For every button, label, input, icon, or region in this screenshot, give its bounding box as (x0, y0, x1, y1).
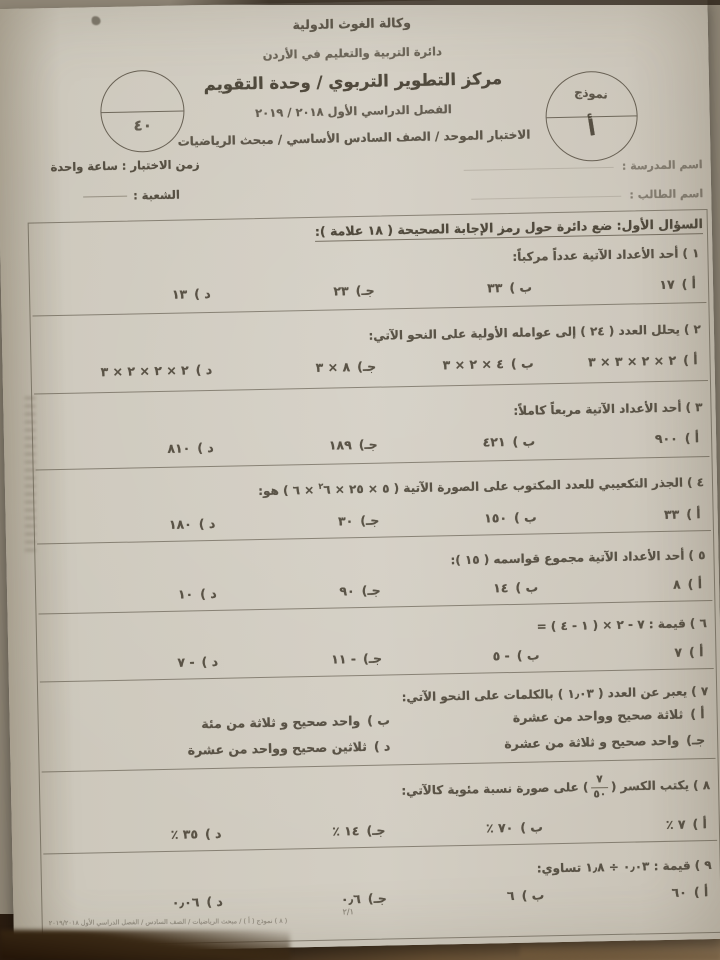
question-text: ٩ )قيمة : ٠٫٠٣ ÷ ١٫٨ تساوي: (536, 858, 712, 876)
option-value: ٧ (674, 644, 683, 660)
department-title: دائرة التربية والتعليم في الأردن (262, 44, 443, 62)
class-section-label: الشعبة : (132, 187, 180, 203)
answer-option (45, 516, 216, 534)
question-1 (37, 246, 699, 273)
score-circle-divider (101, 110, 183, 113)
agency-title: وكالة الغوث الدولية (292, 14, 412, 33)
question-9 (50, 858, 712, 885)
option-letter: جـ) (361, 582, 381, 598)
option-value: ٣٠ (337, 513, 354, 529)
question-number: ٨ ) (692, 777, 711, 792)
photo-top-edge (170, 0, 720, 5)
answer-option (535, 430, 699, 448)
question-text: ٧ )يعبر عن العدد ( ١٫٠٣ ) بالكلمات على النحو الآتي: (401, 684, 709, 705)
exponent: ٢ (318, 481, 324, 491)
questions-box (28, 209, 720, 947)
option-letter: جـ) (686, 732, 706, 748)
option-letter: ب ) (510, 355, 534, 371)
question-text: ٣ )أحد الأعداد الآتية مربعاً كاملاً: (513, 400, 703, 418)
answer-option (544, 884, 708, 902)
answer-option (374, 280, 532, 298)
option-value: ٧٠ ٪ (485, 820, 514, 836)
option-value: واحد صحيح و ثلاثة من مئة (201, 713, 361, 732)
options-row (42, 352, 698, 380)
option-letter: د ) (195, 361, 213, 378)
answer-option (379, 509, 537, 527)
answer-option (40, 286, 211, 304)
option-letter: ب ) (521, 887, 545, 903)
question-4 (42, 474, 704, 502)
student-name-blank (471, 195, 621, 199)
option-letter: جـ) (366, 822, 386, 838)
option-value: ٩٠٠ (654, 430, 678, 447)
option-value: ٨ (672, 576, 681, 592)
option-letter: ب ) (516, 647, 540, 663)
option-value: ١٣ (171, 286, 188, 302)
option-letter: جـ) (367, 890, 387, 906)
options-row (52, 884, 708, 912)
answer-option (385, 819, 543, 837)
option-letter: جـ) (362, 650, 383, 666)
question-text: ٦ )قيمة : = ٧ - ٢ × ( ١ - ٤ ) (536, 616, 707, 634)
question-number: ١ ) (682, 246, 700, 261)
answer-option (212, 359, 376, 377)
options-row (46, 576, 702, 604)
option-letter: ب ) (367, 712, 390, 728)
school-name-blank (464, 166, 614, 170)
option-value: ٢ × ٢ × ٣ × ٣ (587, 352, 677, 370)
answer-option (51, 826, 222, 844)
school-name-row (464, 158, 703, 176)
option-value: ١٥٠ (483, 510, 508, 526)
answer-option (390, 706, 705, 727)
question-3 (40, 400, 702, 427)
option-letter: جـ) (355, 282, 375, 299)
answer-option (217, 583, 381, 601)
option-letter: جـ) (360, 512, 380, 529)
option-value: ١٧ (659, 276, 675, 292)
class-section-row (83, 188, 180, 204)
question-number: ٤ ) (686, 475, 705, 490)
cube-expression: ( ٥ × ٢٥ × $^٢$٦ × ٦ ) (282, 481, 400, 498)
option-value: ٣٣ (486, 280, 503, 296)
option-value: ٩٠ (339, 583, 355, 599)
option-value: ١٤ ٪ (332, 823, 360, 839)
answer-option (49, 738, 390, 760)
arithmetic-expression: = ٧ - ٢ × ( ١ - ٤ ) (536, 617, 645, 634)
fraction-denominator: ٥٠ (593, 787, 607, 800)
option-letter: ب ) (513, 509, 537, 525)
option-letter: أ ) (687, 576, 703, 592)
answer-option (538, 576, 702, 594)
option-value: ٤٢١ (482, 434, 506, 450)
option-letter: جـ) (358, 436, 378, 453)
option-value: ١٠ (177, 586, 194, 602)
option-value: ٢٣ (333, 283, 349, 299)
option-letter: د ) (373, 738, 391, 754)
option-value: ٧ ٪ (665, 816, 686, 832)
option-letter: أ ) (693, 884, 709, 900)
option-value: ٤ × ٢ × ٣ (442, 356, 505, 373)
option-letter: د ) (194, 285, 211, 302)
question-number: ٥ ) (688, 548, 706, 563)
student-name-label: اسم الطالب : (629, 187, 704, 202)
option-value: ٨١٠ (167, 440, 191, 456)
question-text: ٥ )أحد الأعداد الآتية مجموع قواسمه ( ١٥ ): (450, 548, 706, 568)
page-number: ٢/١ (342, 907, 354, 917)
fraction (591, 774, 608, 800)
answer-option (42, 362, 213, 380)
option-letter: د ) (200, 585, 217, 602)
answer-option (218, 651, 382, 669)
option-value: ثلاثة صحيح وواحد من عشرة (512, 706, 684, 725)
answer-option (47, 654, 218, 672)
fraction-numerator: ٧ (591, 774, 608, 788)
question-text: ١ )أحد الأعداد الآتية عدداً مركباً: (512, 246, 700, 264)
answer-option (533, 352, 697, 370)
option-value: - ٧ (177, 654, 195, 670)
option-letter: جـ) (357, 358, 377, 375)
answer-option (49, 712, 390, 734)
form-circle (545, 70, 639, 162)
section-title: السؤال الأول: ضع دائرة حول رمز الإجابة الصحيحة ( ١٨ علامة ): (315, 216, 703, 242)
exam-line: الاختبار الموحد / الصف السادس الأساسي / مبحث الرياضيات (177, 127, 531, 149)
option-value: ٢ × ٢ × ٢ × ٣ (100, 362, 189, 380)
question-number: ٢ ) (683, 322, 702, 337)
center-title: مركز التطوير التربوي / وحدة التقويم (203, 69, 503, 95)
exam-time-label: زمن الاختبار : ساعة واحدة (50, 157, 200, 175)
question-6 (45, 616, 707, 643)
score-value: ٤٠ (133, 115, 153, 135)
answer-option (223, 891, 387, 909)
options-row (40, 276, 696, 304)
question-text: ٤ )الجذر التكعيبي للعدد المكتوب على الصورة الآتية ( ٥ × ٢٥ × $^٢$٦ × ٦ ) هو: (258, 475, 705, 499)
answer-option (376, 356, 534, 374)
answer-option (221, 823, 385, 841)
option-value: ١٤ (493, 580, 509, 596)
class-section-blank (83, 196, 127, 198)
option-letter: د ) (206, 893, 224, 910)
answer-option (381, 579, 539, 597)
answer-option (390, 732, 705, 753)
table-bottom-sliver (520, 946, 720, 960)
option-value: ١٨٩ (328, 437, 352, 453)
option-letter: ب ) (515, 579, 539, 595)
question-2 (39, 322, 701, 349)
options-row (45, 506, 701, 534)
answer-option (539, 644, 703, 662)
form-letter: أ (586, 115, 598, 142)
option-letter: د ) (201, 653, 219, 670)
answer-option (43, 440, 214, 458)
question-8 (48, 772, 710, 811)
division-expression: ٠٫٠٣ ÷ ١٫٨ (585, 859, 650, 875)
answer-option (537, 506, 701, 524)
option-value: ٠٫٠٦ (171, 894, 200, 910)
option-value: ٠٫٦ (340, 891, 361, 907)
answer-option (543, 816, 707, 834)
answer-option (387, 887, 545, 905)
option-value: - ١١ (331, 651, 357, 667)
form-circle-label: نموذج (573, 84, 609, 102)
option-letter: ب ) (509, 279, 533, 295)
question-number: ٩ ) (694, 858, 712, 873)
answer-option (382, 647, 540, 665)
question-number: ٦ ) (689, 616, 707, 631)
option-letter: أ ) (686, 506, 701, 522)
term-line: الفصل الدراسي الأول ٢٠١٨ / ٢٠١٩ (255, 102, 452, 121)
question-5 (43, 548, 705, 575)
separator (33, 302, 707, 317)
option-value: ١٨٠ (168, 516, 192, 532)
option-letter: د ) (204, 825, 222, 842)
question-number: ٧ ) (691, 684, 709, 699)
option-value: ثلاثين صحيح وواحد من عشرة (187, 738, 368, 758)
option-value: ٦ (506, 887, 515, 904)
question-text: ٢ )يحلل العدد ( ٢٤ ) إلى عوامله الأولية على النحو الآتي: (368, 322, 702, 343)
option-value: ٦٠ (671, 884, 688, 900)
answer-option (215, 513, 379, 531)
option-value: ٣٥ ٪ (170, 826, 199, 842)
answer-option (214, 437, 378, 455)
option-letter: د ) (197, 439, 214, 456)
table-corner-dark (0, 930, 290, 960)
school-name-label: اسم المدرسة : (621, 158, 703, 173)
footer-note: ( ٨ ) نموذج ( أ ) / مبحث الرياضيات / الصف السادس / الفصل الدراسي الأول ٢٠١٩/٢٠١٨ (48, 916, 288, 928)
option-letter: أ ) (692, 816, 707, 832)
option-letter: أ ) (690, 706, 705, 722)
separator (42, 758, 716, 773)
options-row (47, 644, 703, 672)
separator (36, 456, 710, 471)
option-letter: أ ) (681, 276, 697, 292)
option-value: واحد صحيح و ثلاثة من عشرة (504, 732, 680, 752)
answer-option (46, 586, 217, 604)
option-letter: د ) (198, 515, 216, 532)
answer-option (211, 283, 375, 301)
options-row (43, 430, 699, 458)
question-number: ٣ ) (685, 400, 703, 415)
options-row (51, 816, 707, 844)
separator (34, 380, 708, 395)
margin-bleed-smudge (24, 397, 35, 552)
option-value: - ٥ (492, 648, 510, 664)
student-name-row (471, 187, 703, 205)
option-letter: أ ) (688, 644, 704, 660)
option-value: ٨ × ٣ (315, 359, 351, 375)
option-letter: ب ) (512, 433, 536, 449)
option-value: ٣٣ (663, 506, 680, 522)
option-letter: أ ) (684, 430, 700, 446)
answer-option (52, 894, 223, 912)
option-letter: ب ) (520, 819, 544, 835)
answer-option (532, 276, 696, 294)
options-grid (49, 706, 706, 760)
answer-option (378, 433, 536, 451)
question-text: ٨ )يكتب الكسر ( $\frac{٧}{٥٠}$ ) على صورة نسبة مئوية كالآتي: (401, 773, 711, 800)
option-letter: أ ) (683, 352, 698, 368)
